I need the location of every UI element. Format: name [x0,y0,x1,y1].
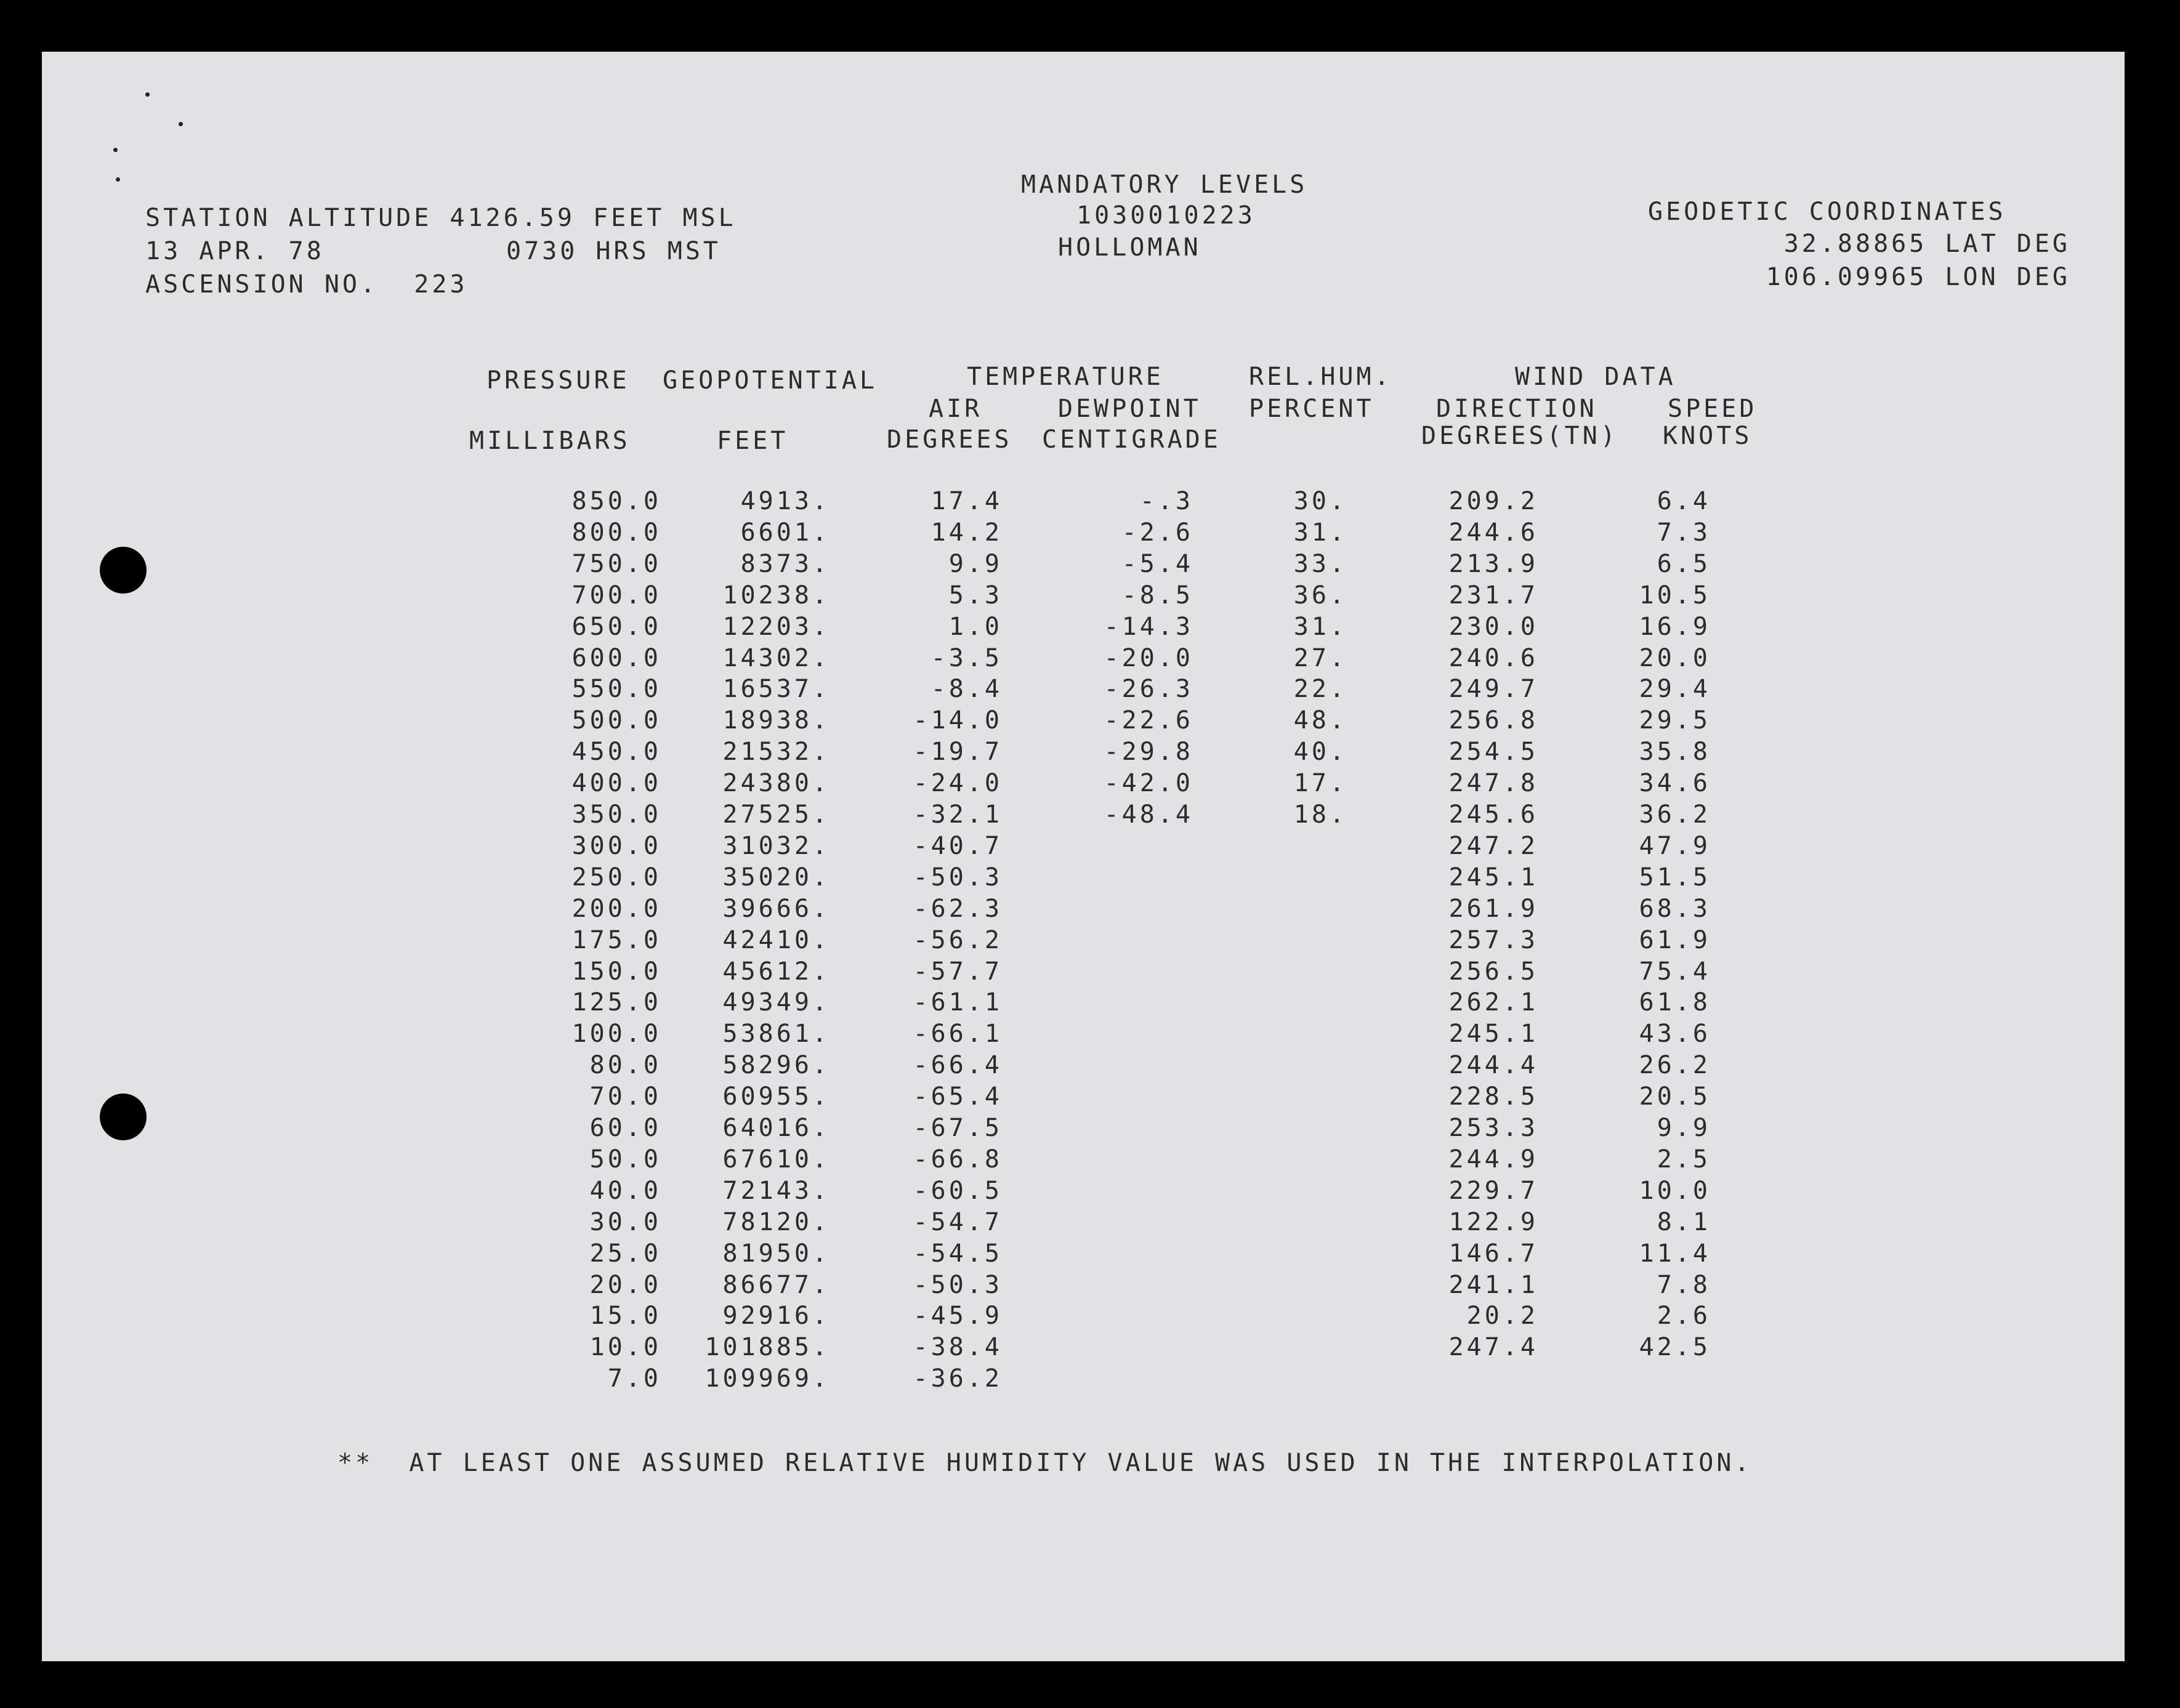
air-temp-cell: -66.4 [913,1051,1003,1080]
air-temp-cell: -50.3 [913,863,1003,892]
wind-speed-cell: 26.2 [1639,1051,1711,1080]
wind-speed-cell: 7.8 [1657,1270,1711,1299]
wind-direction-cell: 245.1 [1448,863,1538,892]
relhum-cell: 40. [1293,738,1347,767]
table-row [42,519,2125,546]
table-row [42,582,2125,609]
air-temp-cell: -60.5 [913,1176,1003,1205]
geopotential-cell: 81950. [722,1239,830,1268]
geopotential-cell: 109969. [704,1364,830,1393]
dewpoint-cell: -8.5 [1121,581,1193,610]
air-temp-cell: -56.2 [913,925,1003,954]
wind-direction-cell: 244.9 [1448,1145,1538,1174]
col-header-dewpoint: DEWPOINT [1058,395,1201,423]
wind-direction-cell: 257.3 [1448,925,1538,954]
geopotential-cell: 4913. [740,487,830,515]
relhum-cell: 36. [1293,581,1347,610]
geopotential-cell: 21532. [722,738,830,767]
geodetic-title: GEODETIC COORDINATES [1648,198,2006,226]
table-row [42,1240,2125,1267]
dewpoint-cell: -2.6 [1121,518,1193,547]
footnote: ** AT LEAST ONE ASSUMED RELATIVE HUMIDITY VALUE WAS USED IN THE INTERPOLATION. [337,1449,1753,1477]
wind-direction-cell: 240.6 [1448,643,1538,672]
table-row [42,895,2125,922]
wind-speed-cell: 2.5 [1657,1145,1711,1174]
wind-speed-cell: 10.0 [1639,1176,1711,1205]
col-header-temperature: TEMPERATURE [967,363,1164,391]
wind-speed-cell: 7.3 [1657,518,1711,547]
geopotential-cell: 45612. [722,957,830,986]
pressure-cell: 50.0 [589,1145,661,1174]
relhum-cell: 33. [1293,549,1347,578]
geopotential-cell: 78120. [722,1207,830,1236]
relhum-cell: 31. [1293,612,1347,641]
pressure-cell: 175.0 [571,925,661,954]
air-temp-cell: -65.4 [913,1082,1003,1111]
pressure-cell: 600.0 [571,643,661,672]
wind-speed-cell: 43.6 [1639,1020,1711,1049]
wind-direction-cell: 228.5 [1448,1082,1538,1111]
pressure-cell: 30.0 [589,1207,661,1236]
geopotential-cell: 27525. [722,800,830,829]
geopotential-cell: 10238. [722,581,830,610]
launch-time: 0730 HRS MST [506,237,721,265]
air-temp-cell: -3.5 [931,643,1003,672]
pressure-cell: 70.0 [589,1082,661,1111]
col-header-feet: FEET [717,427,789,455]
geopotential-cell: 86677. [722,1270,830,1299]
geopotential-cell: 42410. [722,925,830,954]
air-temp-cell: -67.5 [913,1114,1003,1142]
pressure-cell: 500.0 [571,706,661,735]
wind-direction-cell: 256.8 [1448,706,1538,735]
wind-speed-cell: 9.9 [1657,1114,1711,1142]
geopotential-cell: 8373. [740,549,830,578]
speck [145,92,150,97]
geopotential-cell: 67610. [722,1145,830,1174]
air-temp-cell: 17.4 [931,487,1003,515]
wind-direction-cell: 241.1 [1448,1270,1538,1299]
wind-speed-cell: 35.8 [1639,738,1711,767]
table-row [42,738,2125,765]
col-header-degrees-tn: DEGREES(TN) [1421,422,1618,450]
geopotential-cell: 39666. [722,894,830,923]
air-temp-cell: -54.7 [913,1207,1003,1236]
wind-speed-cell: 51.5 [1639,863,1711,892]
air-temp-cell: -66.8 [913,1145,1003,1174]
wind-speed-cell: 61.8 [1639,988,1711,1017]
geopotential-cell: 60955. [722,1082,830,1111]
pressure-cell: 700.0 [571,581,661,610]
dewpoint-cell: -.3 [1139,487,1193,515]
wind-direction-cell: 231.7 [1448,581,1538,610]
table-row [42,770,2125,797]
pressure-cell: 650.0 [571,612,661,641]
geopotential-cell: 6601. [740,518,830,547]
wind-direction-cell: 247.4 [1448,1333,1538,1362]
dewpoint-cell: -20.0 [1104,643,1193,672]
pressure-cell: 350.0 [571,800,661,829]
wind-direction-cell: 213.9 [1448,549,1538,578]
pressure-cell: 20.0 [589,1270,661,1299]
table-row [42,801,2125,828]
air-temp-cell: -50.3 [913,1270,1003,1299]
air-temp-cell: -57.7 [913,957,1003,986]
geopotential-cell: 64016. [722,1114,830,1142]
wind-direction-cell: 249.7 [1448,675,1538,704]
table-row [42,1209,2125,1236]
geopotential-cell: 72143. [722,1176,830,1205]
geopotential-cell: 14302. [722,643,830,672]
wind-speed-cell: 75.4 [1639,957,1711,986]
pressure-cell: 750.0 [571,549,661,578]
report-code: 1030010223 [1076,201,1256,230]
pressure-cell: 800.0 [571,518,661,547]
air-temp-cell: 14.2 [931,518,1003,547]
air-temp-cell: -19.7 [913,738,1003,767]
table-row [42,832,2125,860]
col-header-knots: KNOTS [1663,422,1753,450]
table-row [42,1365,2125,1392]
air-temp-cell: -32.1 [913,800,1003,829]
table-row [42,675,2125,703]
geopotential-cell: 53861. [722,1020,830,1049]
col-header-geopotential: GEOPOTENTIAL [663,366,878,395]
dewpoint-cell: -22.6 [1104,706,1193,735]
dewpoint-cell: -29.8 [1104,738,1193,767]
wind-direction-cell: 209.2 [1448,487,1538,515]
wind-speed-cell: 8.1 [1657,1207,1711,1236]
pressure-cell: 300.0 [571,831,661,860]
table-row [42,864,2125,891]
wind-speed-cell: 34.6 [1639,769,1711,798]
table-row [42,1114,2125,1142]
relhum-cell: 22. [1293,675,1347,704]
wind-speed-cell: 42.5 [1639,1333,1711,1362]
pressure-cell: 400.0 [571,769,661,798]
pressure-cell: 550.0 [571,675,661,704]
pressure-cell: 250.0 [571,863,661,892]
pressure-cell: 100.0 [571,1020,661,1049]
table-row [42,1302,2125,1329]
relhum-cell: 18. [1293,800,1347,829]
wind-direction-cell: 247.8 [1448,769,1538,798]
relhum-cell: 27. [1293,643,1347,672]
wind-speed-cell: 2.6 [1657,1302,1711,1331]
wind-direction-cell: 245.1 [1448,1020,1538,1049]
geopotential-cell: 24380. [722,769,830,798]
wind-direction-cell: 244.6 [1448,518,1538,547]
air-temp-cell: 1.0 [948,612,1003,641]
dewpoint-cell: -14.3 [1104,612,1193,641]
wind-direction-cell: 253.3 [1448,1114,1538,1142]
air-temp-cell: -62.3 [913,894,1003,923]
wind-direction-cell: 245.6 [1448,800,1538,829]
dewpoint-cell: -48.4 [1104,800,1193,829]
latitude: 32.88865 LAT DEG [1783,230,2070,258]
geopotential-cell: 101885. [704,1333,830,1362]
col-header-wind: WIND DATA [1515,363,1676,391]
pressure-cell: 25.0 [589,1239,661,1268]
geopotential-cell: 35020. [722,863,830,892]
pressure-cell: 80.0 [589,1051,661,1080]
pressure-cell: 125.0 [571,988,661,1017]
wind-direction-cell: 254.5 [1448,738,1538,767]
col-header-speed: SPEED [1668,395,1758,423]
relhum-cell: 31. [1293,518,1347,547]
wind-speed-cell: 36.2 [1639,800,1711,829]
col-header-direction: DIRECTION [1436,395,1597,423]
pressure-cell: 40.0 [589,1176,661,1205]
table-row [42,550,2125,578]
table-row [42,1052,2125,1079]
ascension-number: ASCENSION NO. 223 [145,270,468,299]
wind-direction-cell: 247.2 [1448,831,1538,860]
air-temp-cell: -36.2 [913,1364,1003,1393]
table-row [42,645,2125,672]
wind-speed-cell: 20.0 [1639,643,1711,672]
station-altitude: STATION ALTITUDE 4126.59 FEET MSL [145,204,737,232]
air-temp-cell: -8.4 [931,675,1003,704]
wind-direction-cell: 256.5 [1448,957,1538,986]
wind-speed-cell: 47.9 [1639,831,1711,860]
col-header-millibars: MILLIBARS [469,427,631,455]
speck [113,148,118,152]
col-header-relhum: REL.HUM. [1249,363,1392,391]
col-header-air: AIR [929,395,983,423]
geopotential-cell: 31032. [722,831,830,860]
wind-direction-cell: 230.0 [1448,612,1538,641]
pressure-cell: 15.0 [589,1302,661,1331]
wind-speed-cell: 6.5 [1657,549,1711,578]
wind-speed-cell: 10.5 [1639,581,1711,610]
table-row [42,613,2125,640]
wind-speed-cell: 11.4 [1639,1239,1711,1268]
pressure-cell: 850.0 [571,487,661,515]
col-header-percent: PERCENT [1249,395,1375,423]
geopotential-cell: 18938. [722,706,830,735]
dewpoint-cell: -26.3 [1104,675,1193,704]
wind-direction-cell: 20.2 [1466,1302,1538,1331]
pressure-cell: 200.0 [571,894,661,923]
wind-direction-cell: 146.7 [1448,1239,1538,1268]
air-temp-cell: -45.9 [913,1302,1003,1331]
speck [116,177,120,182]
table-row [42,488,2125,515]
report-title: MANDATORY LEVELS [1021,171,1308,199]
air-temp-cell: -38.4 [913,1333,1003,1362]
geopotential-cell: 12203. [722,612,830,641]
pressure-cell: 450.0 [571,738,661,767]
air-temp-cell: -14.0 [913,706,1003,735]
wind-direction-cell: 244.4 [1448,1051,1538,1080]
table-row [42,1083,2125,1110]
geopotential-cell: 58296. [722,1051,830,1080]
geopotential-cell: 92916. [722,1302,830,1331]
launch-date: 13 APR. 78 [145,237,325,265]
relhum-cell: 48. [1293,706,1347,735]
air-temp-cell: -54.5 [913,1239,1003,1268]
col-header-centigrade: CENTIGRADE [1042,425,1221,454]
wind-direction-cell: 262.1 [1448,988,1538,1017]
air-temp-cell: 5.3 [948,581,1003,610]
table-row [42,989,2125,1016]
table-row [42,958,2125,985]
wind-speed-cell: 16.9 [1639,612,1711,641]
relhum-cell: 17. [1293,769,1347,798]
geopotential-cell: 49349. [722,988,830,1017]
air-temp-cell: -66.1 [913,1020,1003,1049]
col-header-degrees: DEGREES [887,425,1012,454]
geopotential-cell: 16537. [722,675,830,704]
wind-speed-cell: 68.3 [1639,894,1711,923]
table-row [42,1271,2125,1299]
relhum-cell: 30. [1293,487,1347,515]
site-name: HOLLOMAN [1058,233,1201,262]
dewpoint-cell: -5.4 [1121,549,1193,578]
wind-speed-cell: 29.5 [1639,706,1711,735]
table-row [42,1334,2125,1361]
wind-speed-cell: 61.9 [1639,925,1711,954]
col-header-pressure: PRESSURE [486,366,630,395]
table-row [42,1020,2125,1047]
air-temp-cell: -24.0 [913,769,1003,798]
speck [179,122,183,126]
wind-speed-cell: 20.5 [1639,1082,1711,1111]
pressure-cell: 10.0 [589,1333,661,1362]
pressure-cell: 60.0 [589,1114,661,1142]
table-row [42,1146,2125,1173]
dewpoint-cell: -42.0 [1104,769,1193,798]
wind-speed-cell: 29.4 [1639,675,1711,704]
wind-direction-cell: 122.9 [1448,1207,1538,1236]
wind-direction-cell: 229.7 [1448,1176,1538,1205]
printout-sheet [42,52,2125,1661]
table-row [42,1177,2125,1204]
pressure-cell: 7.0 [607,1364,661,1393]
air-temp-cell: 9.9 [948,549,1003,578]
wind-direction-cell: 261.9 [1448,894,1538,923]
pressure-cell: 150.0 [571,957,661,986]
table-row [42,927,2125,954]
table-row [42,707,2125,734]
air-temp-cell: -40.7 [913,831,1003,860]
wind-speed-cell: 6.4 [1657,487,1711,515]
longitude: 106.09965 LON DEG [1766,263,2070,291]
air-temp-cell: -61.1 [913,988,1003,1017]
